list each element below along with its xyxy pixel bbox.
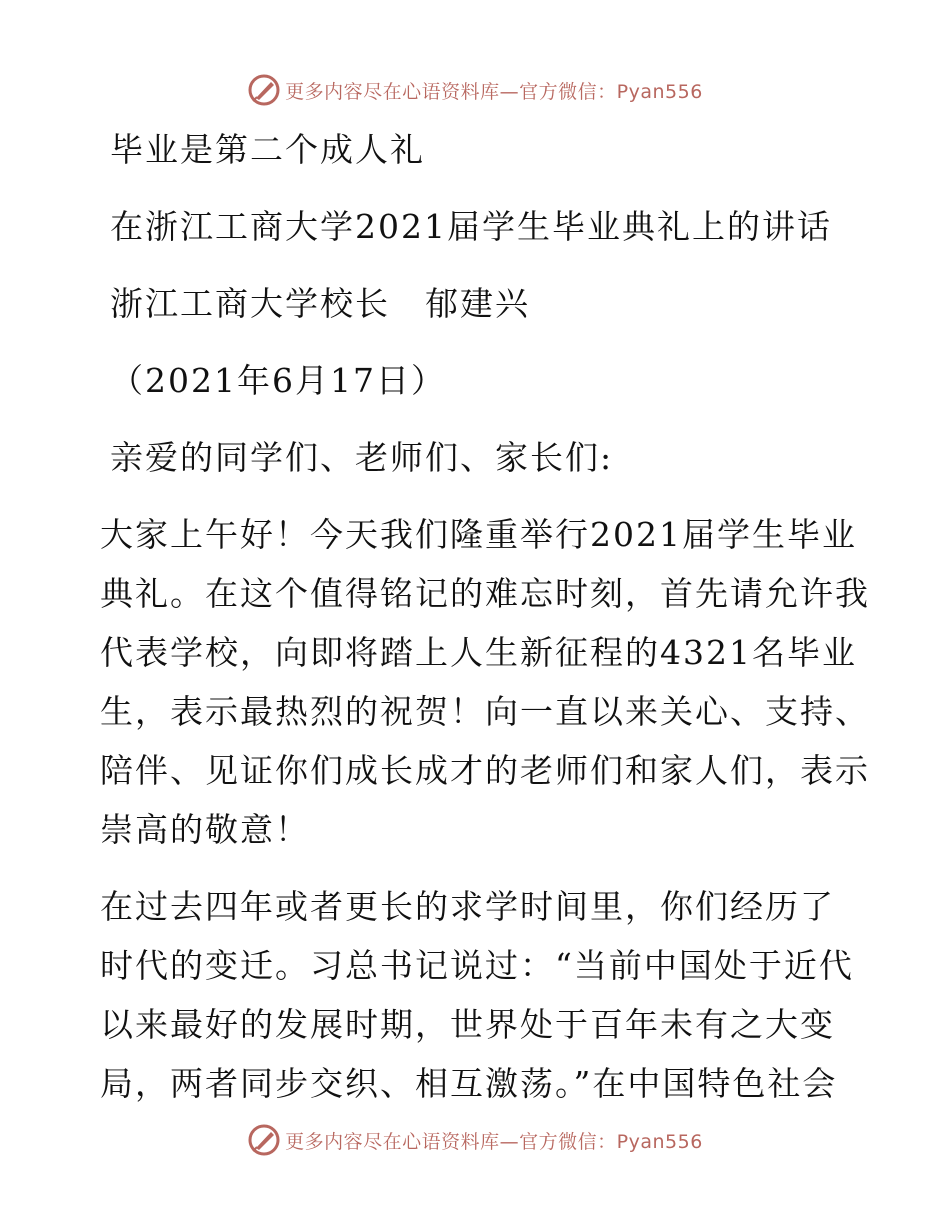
footer-watermark [0,1122,950,1158]
paragraph-line: 陪伴、见证你们成长成才的老师们和家人们，表示 [100,751,870,790]
paragraph-line: 在过去四年或者更长的求学时间里，你们经历了 [100,887,835,926]
paragraph-line: 代表学校，向即将踏上人生新征程的4321名毕业 [100,633,857,672]
paragraph-1 [100,505,870,859]
paragraph-line: 以来最好的发展时期，世界处于百年未有之大变 [100,1005,835,1044]
paragraph-line: 崇高的敬意！ [100,810,310,849]
watermark-text: 更多内容尽在心语资料库—官方微信：Pyan556 [285,80,703,103]
watermark-text: 更多内容尽在心语资料库—官方微信：Pyan556 [285,1130,703,1153]
paragraph-2 [100,877,854,1113]
header-watermark [0,72,950,108]
document-salutation: 亲爱的同学们、老师们、家长们: [110,438,614,477]
quill-pen-circle-icon [247,1123,281,1157]
paragraph-line: 生，表示最热烈的祝贺！向一直以来关心、支持、 [100,692,870,731]
document-date: （2021年6月17日） [110,361,446,400]
quill-pen-circle-icon [247,73,281,107]
document-body [100,120,870,1113]
document-title: 毕业是第二个成人礼 [110,130,425,169]
paragraph-line: 时代的变迁。习总书记说过：“当前中国处于近代 [100,946,854,985]
document-subtitle: 在浙江工商大学2021届学生毕业典礼上的讲话 [110,207,832,246]
paragraph-line: 典礼。在这个值得铭记的难忘时刻，首先请允许我 [100,574,870,613]
paragraph-line: 大家上午好！今天我们隆重举行2021届学生毕业 [100,515,857,554]
paragraph-line: 局，两者同步交织、相互激荡。”在中国特色社会 [100,1064,838,1103]
document-author: 浙江工商大学校长 郁建兴 [110,284,530,323]
